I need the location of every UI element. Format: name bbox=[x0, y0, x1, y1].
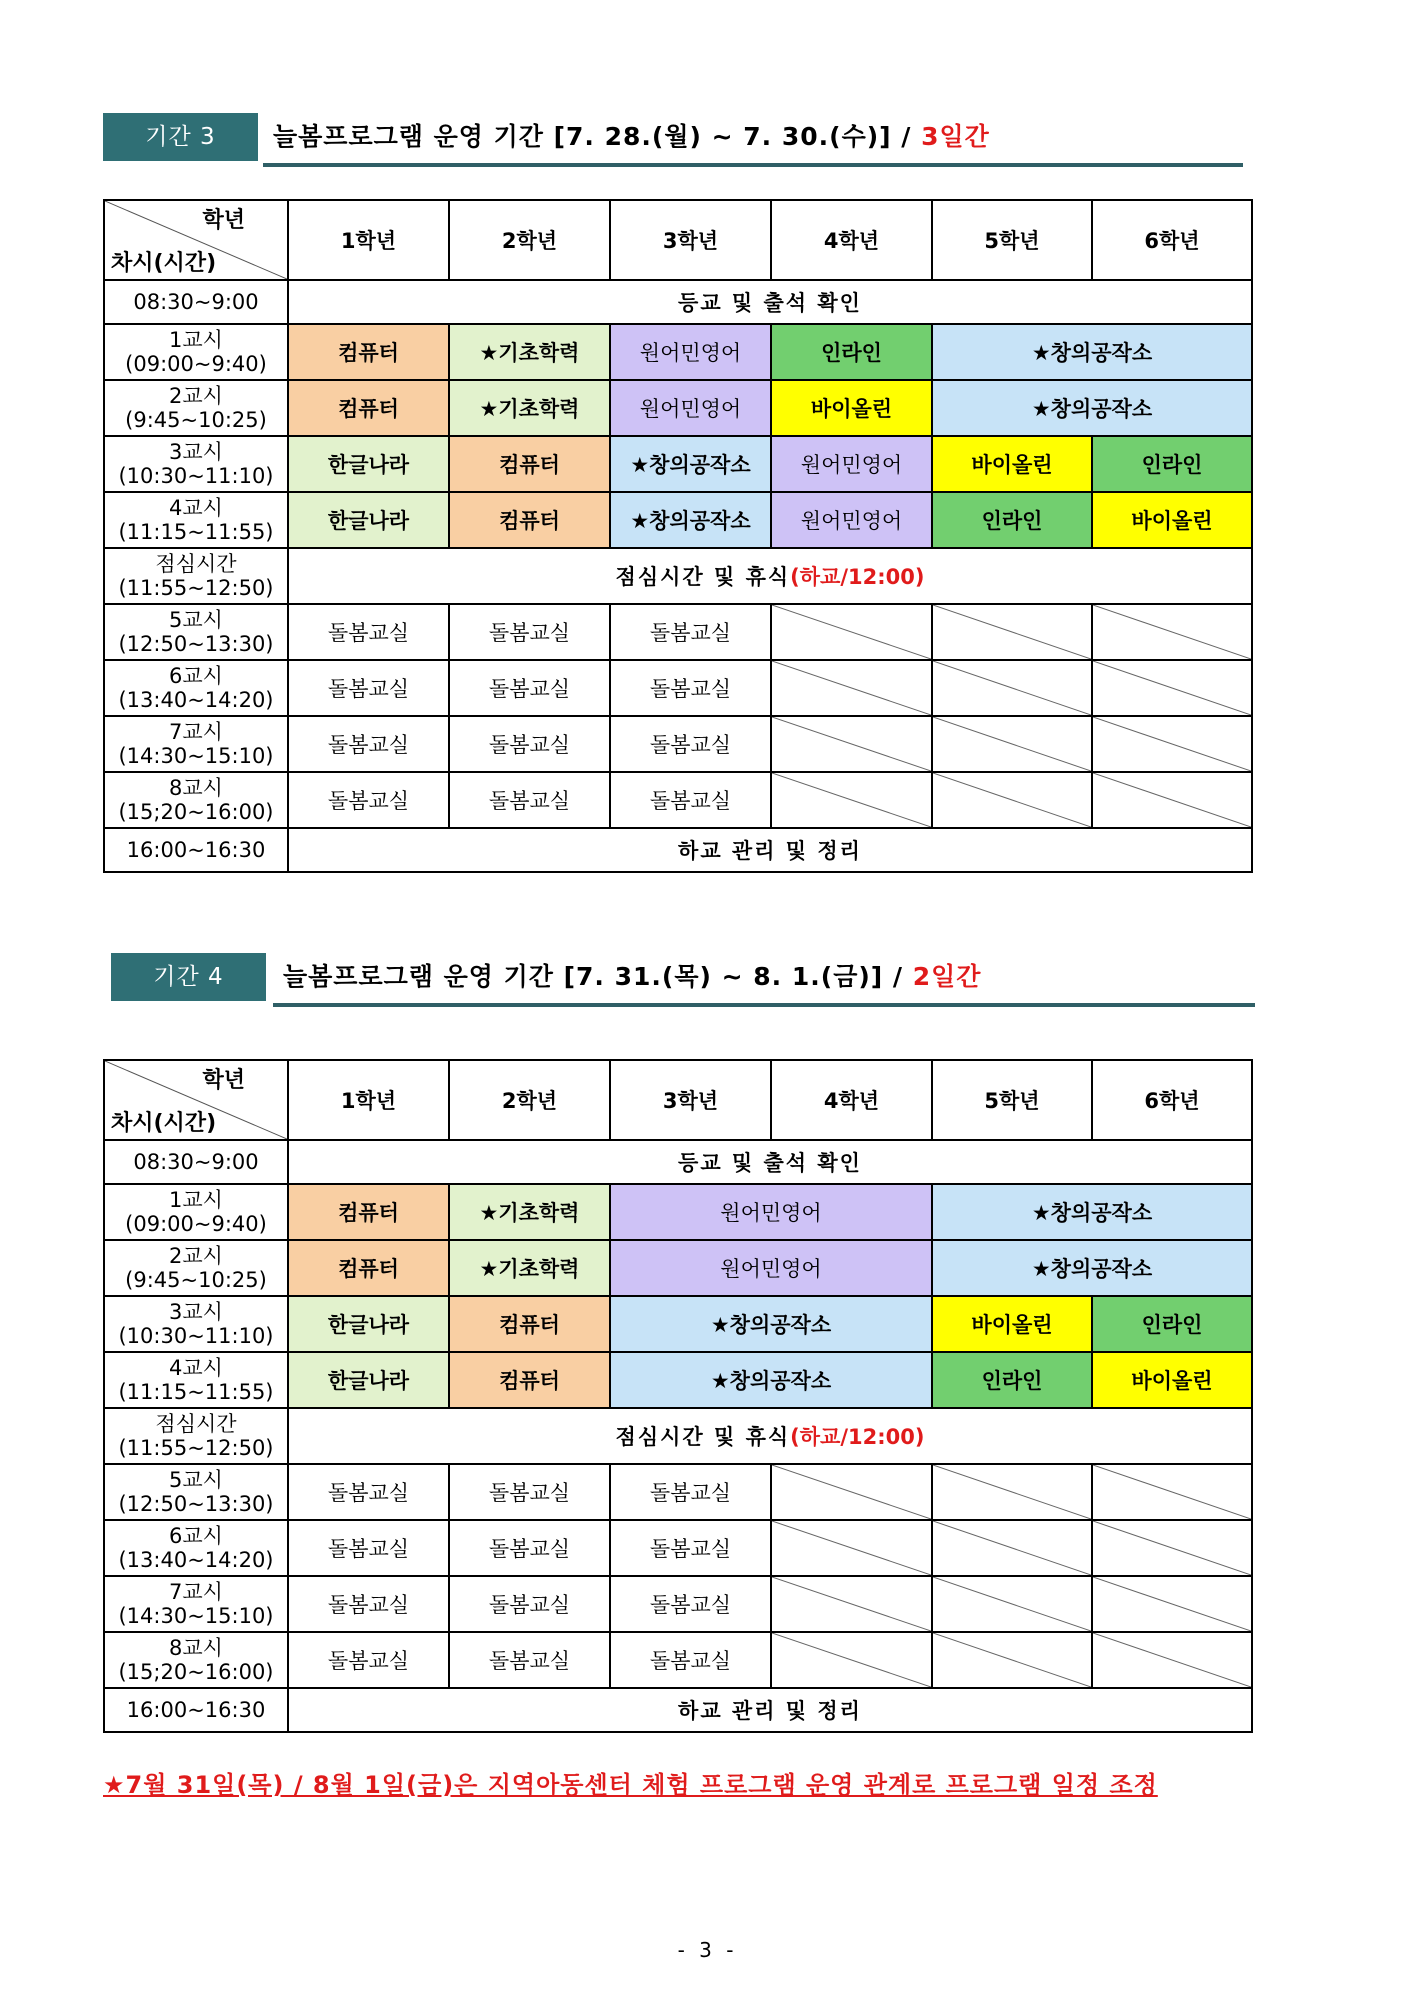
lunch-time-cell bbox=[104, 548, 288, 604]
schedule-adjustment-note: ★7월 31일(목) / 8월 1일(금)은 지역아동센터 체험 프로그램 운영 관계로 프로그램 일정 조정 bbox=[103, 1771, 1158, 1799]
period-time-cell bbox=[104, 772, 288, 828]
period-3-tag: 기간 3 bbox=[103, 113, 258, 161]
period-4-section bbox=[103, 953, 1243, 1723]
arrival-cell: 등교 및 출석 확인 bbox=[288, 1140, 1252, 1184]
program-cell: ★창의공작소 bbox=[610, 1352, 932, 1408]
period-label-text: 2교시 bbox=[169, 1244, 223, 1268]
empty-diagonal-cell bbox=[1092, 1464, 1252, 1520]
empty-diagonal-cell bbox=[932, 660, 1092, 716]
lunch-time-text: (11:55~12:50) bbox=[118, 576, 274, 600]
lunch-note: (하교/12:00) bbox=[790, 1425, 925, 1449]
period-label-text: 6교시 bbox=[169, 1524, 223, 1548]
arrival-cell: 등교 및 출석 확인 bbox=[288, 280, 1252, 324]
diagonal-header-cell bbox=[104, 200, 288, 280]
period-time-text: (15;20~16:00) bbox=[118, 800, 274, 824]
table-row bbox=[104, 1240, 1252, 1296]
care-cell: 돌봄교실 bbox=[610, 660, 771, 716]
page-number: - 3 - bbox=[677, 1938, 738, 1962]
table-row bbox=[104, 716, 1252, 772]
program-cell: ★기초학력 bbox=[449, 380, 610, 436]
period-label-text: 5교시 bbox=[169, 1468, 223, 1492]
program-cell: 컴퓨터 bbox=[288, 1240, 449, 1296]
period-time-text: (09:00~9:40) bbox=[125, 352, 267, 376]
period-label-text: 1교시 bbox=[169, 1188, 223, 1212]
period-time-cell bbox=[104, 1520, 288, 1576]
grade-5-header: 5학년 bbox=[932, 1060, 1092, 1140]
period-time-cell bbox=[104, 1296, 288, 1352]
arrival-time: 08:30~9:00 bbox=[104, 280, 288, 324]
empty-diagonal-cell bbox=[771, 1576, 932, 1632]
table-row bbox=[104, 1632, 1252, 1688]
program-cell: ★창의공작소 bbox=[932, 1184, 1252, 1240]
care-cell: 돌봄교실 bbox=[610, 716, 771, 772]
lunch-time-text: (11:55~12:50) bbox=[118, 1436, 274, 1460]
empty-diagonal-cell bbox=[1092, 716, 1252, 772]
care-cell: 돌봄교실 bbox=[449, 772, 610, 828]
grade-3-header: 3학년 bbox=[610, 1060, 771, 1140]
empty-diagonal-cell bbox=[1092, 772, 1252, 828]
program-cell: 바이올린 bbox=[932, 436, 1092, 492]
program-cell: 바이올린 bbox=[771, 380, 932, 436]
lunch-row bbox=[104, 1408, 1252, 1464]
care-cell: 돌봄교실 bbox=[610, 1464, 771, 1520]
table-row bbox=[104, 604, 1252, 660]
table-row bbox=[104, 1296, 1252, 1352]
program-cell: ★창의공작소 bbox=[610, 1296, 932, 1352]
period-time-text: (15;20~16:00) bbox=[118, 1660, 274, 1684]
lunch-cell bbox=[288, 548, 1252, 604]
period-3-schedule-table bbox=[103, 199, 1253, 873]
program-cell: ★창의공작소 bbox=[932, 1240, 1252, 1296]
table-row bbox=[104, 660, 1252, 716]
period-label-text: 3교시 bbox=[169, 440, 223, 464]
program-cell: ★기초학력 bbox=[449, 324, 610, 380]
grade-6-header: 6학년 bbox=[1092, 1060, 1252, 1140]
care-cell: 돌봄교실 bbox=[288, 716, 449, 772]
program-cell: 원어민영어 bbox=[610, 380, 771, 436]
empty-diagonal-cell bbox=[932, 772, 1092, 828]
program-cell: 바이올린 bbox=[1092, 1352, 1252, 1408]
care-cell: 돌봄교실 bbox=[449, 660, 610, 716]
lunch-label-text: 점심시간 bbox=[155, 552, 237, 576]
care-cell: 돌봄교실 bbox=[610, 1632, 771, 1688]
grade-6-header: 6학년 bbox=[1092, 200, 1252, 280]
empty-diagonal-cell bbox=[1092, 1576, 1252, 1632]
period-label-text: 8교시 bbox=[169, 1636, 223, 1660]
table-row bbox=[104, 1520, 1252, 1576]
empty-diagonal-cell bbox=[932, 716, 1092, 772]
period-time-cell bbox=[104, 324, 288, 380]
arrival-row bbox=[104, 280, 1252, 324]
program-cell: ★창의공작소 bbox=[610, 436, 771, 492]
care-cell: 돌봄교실 bbox=[288, 772, 449, 828]
period-label: 차시(시간) bbox=[111, 1111, 217, 1136]
grade-label: 학년 bbox=[202, 1068, 245, 1093]
period-time-cell bbox=[104, 1352, 288, 1408]
empty-diagonal-cell bbox=[932, 1576, 1092, 1632]
period-label-text: 6교시 bbox=[169, 664, 223, 688]
empty-diagonal-cell bbox=[771, 772, 932, 828]
grade-label: 학년 bbox=[202, 208, 245, 233]
program-cell: ★기초학력 bbox=[449, 1240, 610, 1296]
empty-diagonal-cell bbox=[932, 1520, 1092, 1576]
empty-diagonal-cell bbox=[1092, 660, 1252, 716]
care-cell: 돌봄교실 bbox=[288, 604, 449, 660]
period-time-text: (9:45~10:25) bbox=[125, 408, 267, 432]
lunch-time-cell bbox=[104, 1408, 288, 1464]
period-label-text: 3교시 bbox=[169, 1300, 223, 1324]
period-time-cell bbox=[104, 1464, 288, 1520]
care-cell: 돌봄교실 bbox=[449, 1576, 610, 1632]
period-time-text: (12:50~13:30) bbox=[118, 632, 274, 656]
table-row bbox=[104, 1576, 1252, 1632]
lunch-label-text: 점심시간 bbox=[155, 1412, 237, 1436]
period-time-cell bbox=[104, 1632, 288, 1688]
period-4-tag: 기간 4 bbox=[111, 953, 266, 1001]
grade-4-header: 4학년 bbox=[771, 200, 932, 280]
empty-diagonal-cell bbox=[932, 1464, 1092, 1520]
program-cell: ★창의공작소 bbox=[932, 380, 1252, 436]
period-3-section bbox=[103, 113, 1243, 863]
period-4-title bbox=[283, 953, 981, 1001]
closing-row bbox=[104, 828, 1252, 872]
care-cell: 돌봄교실 bbox=[288, 660, 449, 716]
table-row bbox=[104, 772, 1252, 828]
program-cell: 한글나라 bbox=[288, 1352, 449, 1408]
lunch-row bbox=[104, 548, 1252, 604]
period-4-schedule-table bbox=[103, 1059, 1253, 1733]
period-label-text: 7교시 bbox=[169, 1580, 223, 1604]
period-4-underline bbox=[273, 1003, 1255, 1007]
care-cell: 돌봄교실 bbox=[610, 604, 771, 660]
period-time-cell bbox=[104, 660, 288, 716]
closing-time: 16:00~16:30 bbox=[104, 828, 288, 872]
program-cell: 컴퓨터 bbox=[449, 1352, 610, 1408]
empty-diagonal-cell bbox=[771, 1632, 932, 1688]
arrival-row bbox=[104, 1140, 1252, 1184]
period-time-text: (10:30~11:10) bbox=[118, 464, 274, 488]
program-cell: 인라인 bbox=[932, 1352, 1092, 1408]
period-time-text: (14:30~15:10) bbox=[118, 1604, 274, 1628]
period-label-text: 5교시 bbox=[169, 608, 223, 632]
grade-4-header: 4학년 bbox=[771, 1060, 932, 1140]
program-cell: 원어민영어 bbox=[771, 492, 932, 548]
program-cell: 한글나라 bbox=[288, 492, 449, 548]
program-cell: 컴퓨터 bbox=[449, 436, 610, 492]
program-cell: ★창의공작소 bbox=[610, 492, 771, 548]
period-label-text: 4교시 bbox=[169, 496, 223, 520]
period-label-text: 7교시 bbox=[169, 720, 223, 744]
table-row bbox=[104, 492, 1252, 548]
program-cell: 원어민영어 bbox=[610, 1184, 932, 1240]
care-cell: 돌봄교실 bbox=[610, 772, 771, 828]
grade-1-header: 1학년 bbox=[288, 200, 449, 280]
period-time-cell bbox=[104, 380, 288, 436]
program-cell: 컴퓨터 bbox=[449, 1296, 610, 1352]
period-time-cell bbox=[104, 1240, 288, 1296]
program-cell: 인라인 bbox=[1092, 436, 1252, 492]
period-time-cell bbox=[104, 1184, 288, 1240]
closing-cell: 하교 관리 및 정리 bbox=[288, 828, 1252, 872]
closing-row bbox=[104, 1688, 1252, 1732]
period-time-cell bbox=[104, 716, 288, 772]
period-3-underline bbox=[263, 163, 1243, 167]
care-cell: 돌봄교실 bbox=[449, 1464, 610, 1520]
care-cell: 돌봄교실 bbox=[449, 1632, 610, 1688]
care-cell: 돌봄교실 bbox=[610, 1520, 771, 1576]
closing-time: 16:00~16:30 bbox=[104, 1688, 288, 1732]
program-cell: 인라인 bbox=[932, 492, 1092, 548]
grade-2-header: 2학년 bbox=[449, 1060, 610, 1140]
program-cell: ★기초학력 bbox=[449, 1184, 610, 1240]
program-cell: 바이올린 bbox=[1092, 492, 1252, 548]
program-cell: 한글나라 bbox=[288, 1296, 449, 1352]
care-cell: 돌봄교실 bbox=[288, 1520, 449, 1576]
program-cell: 컴퓨터 bbox=[288, 324, 449, 380]
program-cell: 컴퓨터 bbox=[449, 492, 610, 548]
table-row bbox=[104, 436, 1252, 492]
period-4-days: 2일간 bbox=[912, 962, 982, 991]
care-cell: 돌봄교실 bbox=[288, 1464, 449, 1520]
closing-cell: 하교 관리 및 정리 bbox=[288, 1688, 1252, 1732]
lunch-text: 점심시간 및 휴식 bbox=[615, 1425, 791, 1449]
period-label-text: 2교시 bbox=[169, 384, 223, 408]
period-label: 차시(시간) bbox=[111, 251, 217, 276]
period-time-text: (13:40~14:20) bbox=[118, 1548, 274, 1572]
period-time-cell bbox=[104, 492, 288, 548]
table-header-row bbox=[104, 200, 1252, 280]
empty-diagonal-cell bbox=[771, 660, 932, 716]
period-3-title bbox=[273, 113, 990, 161]
period-time-cell bbox=[104, 1576, 288, 1632]
care-cell: 돌봄교실 bbox=[288, 1576, 449, 1632]
program-cell: 원어민영어 bbox=[610, 324, 771, 380]
table-header-row bbox=[104, 1060, 1252, 1140]
empty-diagonal-cell bbox=[771, 1464, 932, 1520]
period-time-cell bbox=[104, 436, 288, 492]
empty-diagonal-cell bbox=[932, 604, 1092, 660]
lunch-note: (하교/12:00) bbox=[790, 565, 925, 589]
grade-2-header: 2학년 bbox=[449, 200, 610, 280]
empty-diagonal-cell bbox=[1092, 1632, 1252, 1688]
lunch-text: 점심시간 및 휴식 bbox=[615, 565, 791, 589]
period-time-text: (09:00~9:40) bbox=[125, 1212, 267, 1236]
program-cell: 원어민영어 bbox=[771, 436, 932, 492]
care-cell: 돌봄교실 bbox=[449, 1520, 610, 1576]
period-3-title-text: 늘봄프로그램 운영 기간 [7. 28.(월) ~ 7. 30.(수)] / bbox=[273, 122, 922, 151]
grade-3-header: 3학년 bbox=[610, 200, 771, 280]
program-cell: 인라인 bbox=[771, 324, 932, 380]
program-cell: 바이올린 bbox=[932, 1296, 1092, 1352]
care-cell: 돌봄교실 bbox=[610, 1576, 771, 1632]
period-time-text: (11:15~11:55) bbox=[118, 1380, 274, 1404]
period-label-text: 8교시 bbox=[169, 776, 223, 800]
period-label-text: 1교시 bbox=[169, 328, 223, 352]
empty-diagonal-cell bbox=[1092, 1520, 1252, 1576]
care-cell: 돌봄교실 bbox=[449, 604, 610, 660]
diagonal-header-cell bbox=[104, 1060, 288, 1140]
period-time-text: (11:15~11:55) bbox=[118, 520, 274, 544]
period-time-text: (9:45~10:25) bbox=[125, 1268, 267, 1292]
period-time-text: (14:30~15:10) bbox=[118, 744, 274, 768]
empty-diagonal-cell bbox=[771, 716, 932, 772]
period-3-days: 3일간 bbox=[921, 122, 990, 151]
program-cell: ★창의공작소 bbox=[932, 324, 1252, 380]
period-time-text: (10:30~11:10) bbox=[118, 1324, 274, 1348]
table-row bbox=[104, 324, 1252, 380]
grade-1-header: 1학년 bbox=[288, 1060, 449, 1140]
table-row bbox=[104, 1184, 1252, 1240]
program-cell: 인라인 bbox=[1092, 1296, 1252, 1352]
table-row bbox=[104, 1464, 1252, 1520]
arrival-time: 08:30~9:00 bbox=[104, 1140, 288, 1184]
period-4-title-text: 늘봄프로그램 운영 기간 [7. 31.(목) ~ 8. 1.(금)] / bbox=[283, 962, 913, 991]
care-cell: 돌봄교실 bbox=[449, 716, 610, 772]
table-row bbox=[104, 380, 1252, 436]
period-time-cell bbox=[104, 604, 288, 660]
program-cell: 원어민영어 bbox=[610, 1240, 932, 1296]
empty-diagonal-cell bbox=[1092, 604, 1252, 660]
empty-diagonal-cell bbox=[771, 604, 932, 660]
grade-5-header: 5학년 bbox=[932, 200, 1092, 280]
care-cell: 돌봄교실 bbox=[288, 1632, 449, 1688]
program-cell: 한글나라 bbox=[288, 436, 449, 492]
program-cell: 컴퓨터 bbox=[288, 380, 449, 436]
empty-diagonal-cell bbox=[771, 1520, 932, 1576]
period-4-header bbox=[103, 953, 1243, 1001]
period-time-text: (12:50~13:30) bbox=[118, 1492, 274, 1516]
period-3-header bbox=[103, 113, 1243, 161]
period-time-text: (13:40~14:20) bbox=[118, 688, 274, 712]
table-row bbox=[104, 1352, 1252, 1408]
empty-diagonal-cell bbox=[932, 1632, 1092, 1688]
period-label-text: 4교시 bbox=[169, 1356, 223, 1380]
program-cell: 컴퓨터 bbox=[288, 1184, 449, 1240]
lunch-cell bbox=[288, 1408, 1252, 1464]
